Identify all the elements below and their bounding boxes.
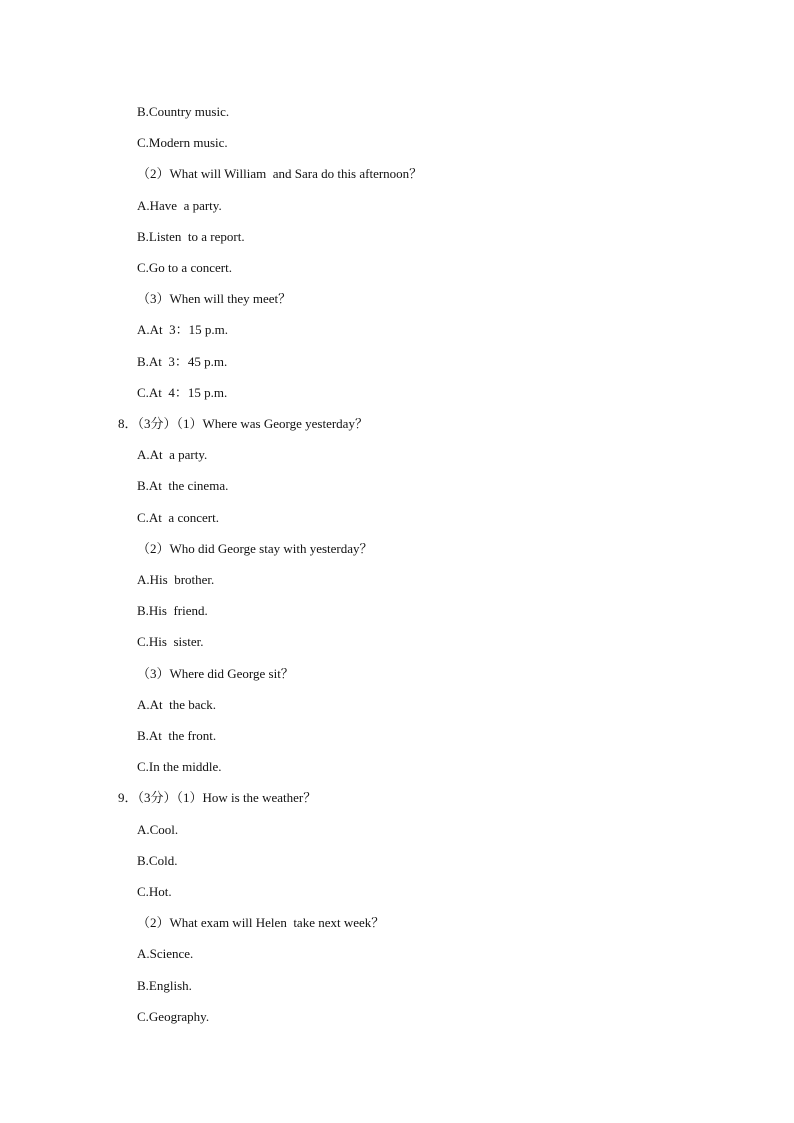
answer-option: C.Geography. (137, 1008, 210, 1024)
answer-option: A.At 3：15 p.m. (137, 322, 229, 338)
answer-option: B.At 3：45 p.m. (137, 353, 228, 369)
question-heading: 8．（3分）（1）Where was George yesterday？ (118, 416, 368, 431)
sub-question: （2）Who did George stay with yesterday？ (137, 540, 373, 556)
answer-option: B.Cold. (137, 852, 178, 868)
answer-option: B.English. (137, 977, 192, 993)
answer-option: A.Have a party. (137, 197, 222, 213)
question-heading: 9．（3分）（1）How is the weather？ (118, 790, 317, 806)
answer-option: C.At 4：15 p.m. (137, 384, 228, 400)
answer-option: B.Country music. (137, 104, 230, 119)
answer-option: B.At the cinema. (137, 478, 229, 494)
answer-option: C.In the middle. (137, 759, 222, 775)
answer-option: B.Listen to a report. (137, 228, 245, 244)
answer-option: B.At the front. (137, 728, 217, 743)
answer-option: C.His sister. (137, 634, 204, 650)
answer-option: A.At a party. (137, 447, 208, 463)
answer-option: C.Hot. (137, 884, 172, 899)
answer-option: C.At a concert. (137, 509, 219, 525)
answer-option: C.Go to a concert. (137, 260, 232, 275)
sub-question: （2）What exam will Helen take next week？ (137, 915, 385, 931)
answer-option: B.His friend. (137, 603, 208, 619)
answer-option: A.His brother. (137, 572, 215, 587)
sub-question: （3）When will they meet？ (137, 291, 292, 307)
answer-option: A.Science. (137, 946, 194, 962)
answer-option: A.Cool. (137, 821, 179, 837)
sub-question: （3）Where did George sit？ (137, 665, 294, 681)
sub-question: （2）What will William and Sara do this afternoon？ (137, 166, 423, 182)
answer-option: A.At the back. (137, 696, 217, 712)
answer-option: C.Modern music. (137, 135, 228, 151)
